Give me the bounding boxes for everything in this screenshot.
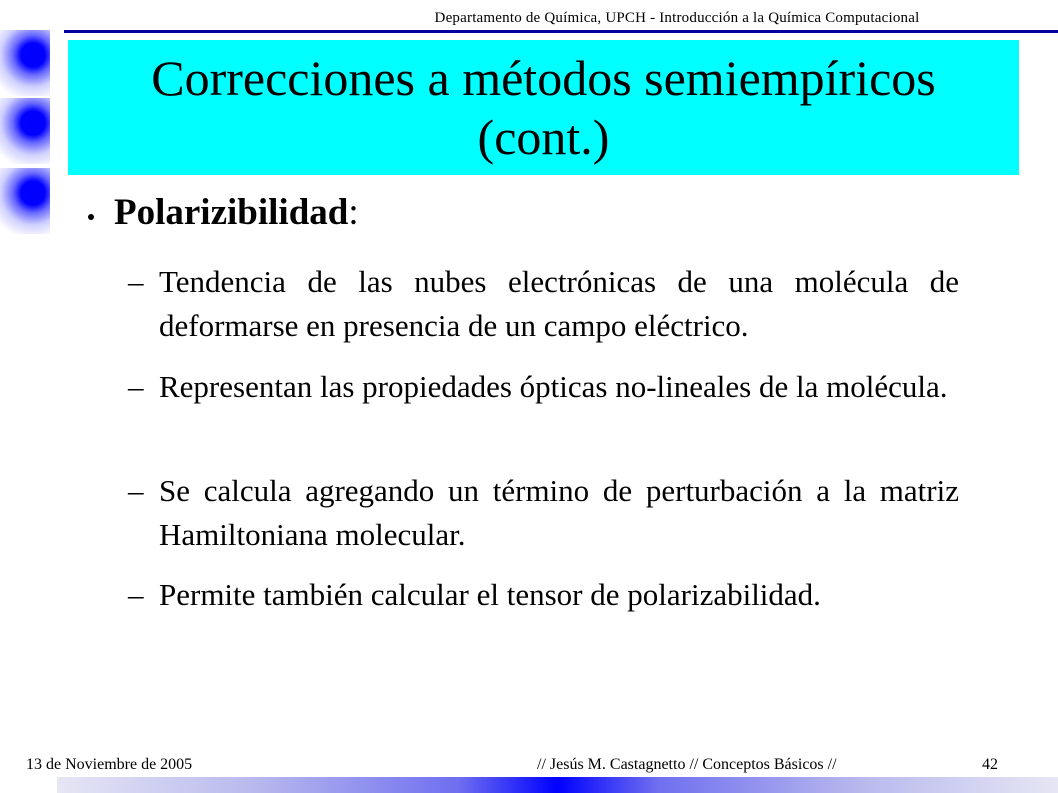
slide-header <box>0 9 1058 27</box>
footer-date: 13 de Noviembre de 2005 <box>26 756 193 773</box>
title-line-2: (cont.) <box>477 109 610 165</box>
decorative-square-1 <box>0 30 50 96</box>
sub-item-text: Se calcula agregando un término de perturbación a la matriz Hamiltoniana molecular. <box>159 473 959 552</box>
sub-item-text: Representan las propiedades ópticas no-lineales de la molécula. <box>159 369 948 404</box>
footer-author: // Jesús M. Castagnetto // Conceptos Básicos // <box>537 756 837 773</box>
header-text: Departamento de Química, UPCH - Introducción a la Química Computacional <box>434 10 920 26</box>
slide-title <box>68 40 1019 167</box>
dash-icon: – <box>128 369 144 404</box>
page-number: 42 <box>982 756 998 773</box>
main-bullet-term: Polarizibilidad <box>114 192 349 233</box>
main-bullet-label <box>114 188 359 238</box>
footer-gradient-bar <box>57 777 1058 793</box>
dash-icon: – <box>128 473 144 508</box>
title-box <box>68 40 1019 175</box>
dash-icon: – <box>128 264 144 299</box>
main-bullet-colon: : <box>348 192 359 233</box>
bullet-dot-icon <box>88 214 94 220</box>
sub-item-text: Tendencia de las nubes electrónicas de una molécula de deformarse en presencia de un campo eléctrico. <box>159 264 959 343</box>
dash-icon: – <box>128 577 144 612</box>
title-line-1: Correcciones a métodos semiempíricos <box>151 50 936 106</box>
header-rule <box>64 30 1058 33</box>
decorative-square-2 <box>0 98 50 164</box>
decorative-square-3 <box>0 168 50 234</box>
sub-item-text: Permite también calcular el tensor de polarizabilidad. <box>159 577 821 612</box>
